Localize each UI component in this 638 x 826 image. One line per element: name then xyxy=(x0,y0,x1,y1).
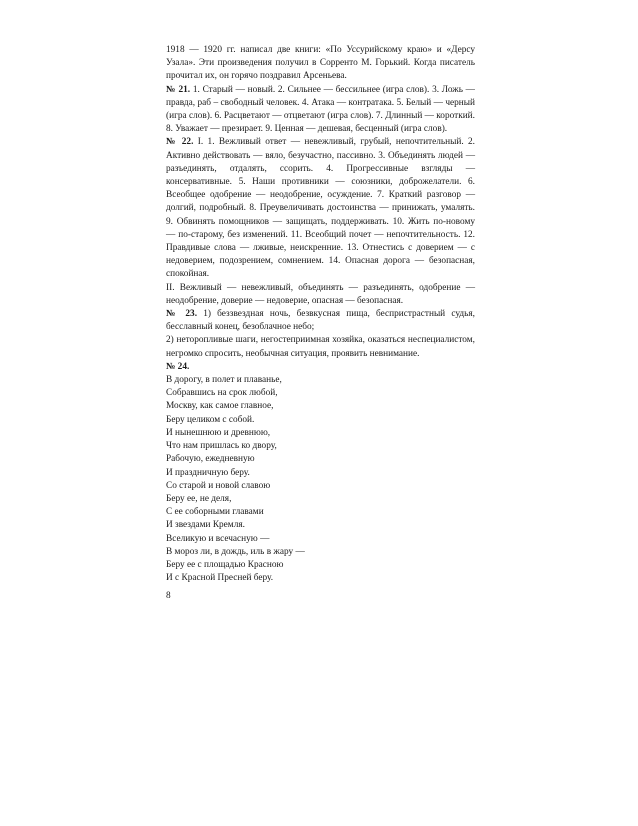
poem-line: В мороз ли, в дождь, иль в жару — xyxy=(166,546,305,557)
answer-23 xyxy=(166,308,475,334)
page-number: 8 xyxy=(166,591,171,602)
poem-line: Со старой и новой славою xyxy=(166,480,271,491)
poem-line: Собравшись на срок любой, xyxy=(166,388,278,399)
poem-line: Что нам пришлась ко двору, xyxy=(166,441,277,452)
poem-line: И с Красной Пресней беру. xyxy=(166,573,274,584)
answer-22-part-2: II. Вежливый — невежливый, объединять — разъединять, одобрение — неодобрение, доверие — недоверие, опасная — безопасная. xyxy=(166,282,475,306)
poem-line: И звездами Кремля. xyxy=(166,520,245,531)
answer-22 xyxy=(166,136,475,281)
document-page xyxy=(166,44,475,604)
answer-22-number: № 22. xyxy=(166,137,194,148)
poem xyxy=(166,374,475,585)
poem-line: Беру целиком с собой. xyxy=(166,414,255,425)
poem-line: Рабочую, ежедневную xyxy=(166,454,255,465)
poem-line: Вселикую и всечасную — xyxy=(166,533,270,544)
answer-21-number: № 21. xyxy=(166,84,191,95)
answer-23-number: № 23. xyxy=(166,309,198,320)
poem-line: И нынешнюю и древнюю, xyxy=(166,427,271,438)
answer-24 xyxy=(166,361,475,374)
poem-line: С ее соборными главами xyxy=(166,507,264,518)
answer-23-text: 1) беззвездная ночь, безвкусная пища, беспристрастный судья, бесславный конец, безоблачное небо; xyxy=(166,309,475,333)
poem-line: В дорогу, в полет и плаванье, xyxy=(166,375,282,386)
poem-line: Беру ее с площадью Красною xyxy=(166,559,284,570)
poem-line: И праздничную беру. xyxy=(166,467,250,478)
answer-21 xyxy=(166,84,475,137)
intro-paragraph: 1918 — 1920 гг. написал две книги: «По Уссурийскому краю» и «Дерсу Узала». Эти произведения получил в Сорренто М. Горький. Когда писатель прочитал их, он горячо поздравил Арсеньева. xyxy=(166,45,475,82)
answer-23-part-2: 2) неторопливые шаги, негостеприимная хозяйка, оказаться неспециалистом, негромко спросить, необычная ситуация, проявить невнимание. xyxy=(166,335,475,359)
answer-21-text: 1. Старый — новый. 2. Сильнее — бессильнее (игра слов). 3. Ложь — правда, раб – свободный человек. 4. Атака — контратака. 5. Белый — черный (игра слов). 6. Расцветают — отцветают (игра слов). 7. Длинный — короткий. 8. Уважает — презирает. 9. Ценная — дешевая, бесценный (игра слов). xyxy=(166,84,475,135)
poem-line: Москву, как самое главное, xyxy=(166,401,274,412)
answer-22-text: I. 1. Вежливый ответ — невежливый, грубый, непочтительный. 2. Активно действовать — вяло, безучастно, пассивно. 3. Объединять людей — разъединять, отдалять, ссорить. 4. Прогрессивные взгляды — консервативные. 5. Наши противники — союзники, доброжелатели. 6. Всеобщее одобрение — неодобрение, осуждение. 7. Краткий разговор — долгий, подробный. 8. Преувеличивать достоинства — принижать, умалять. 9. Обвинять помощников — защищать, поддерживать. 10. Жить по-новому — по-старому, без изменений. 11. Всеобщий почет — непочтительность. 12. Правдивые слова — лживые, неискренние. 13. Отнестись с доверием — с недоверием, подозрением, сомнением. 14. Опасная дорога — безопасная, спокойная. xyxy=(166,137,475,280)
answer-24-number: № 24. xyxy=(166,361,190,372)
poem-line: Беру ее, не деля, xyxy=(166,493,232,504)
